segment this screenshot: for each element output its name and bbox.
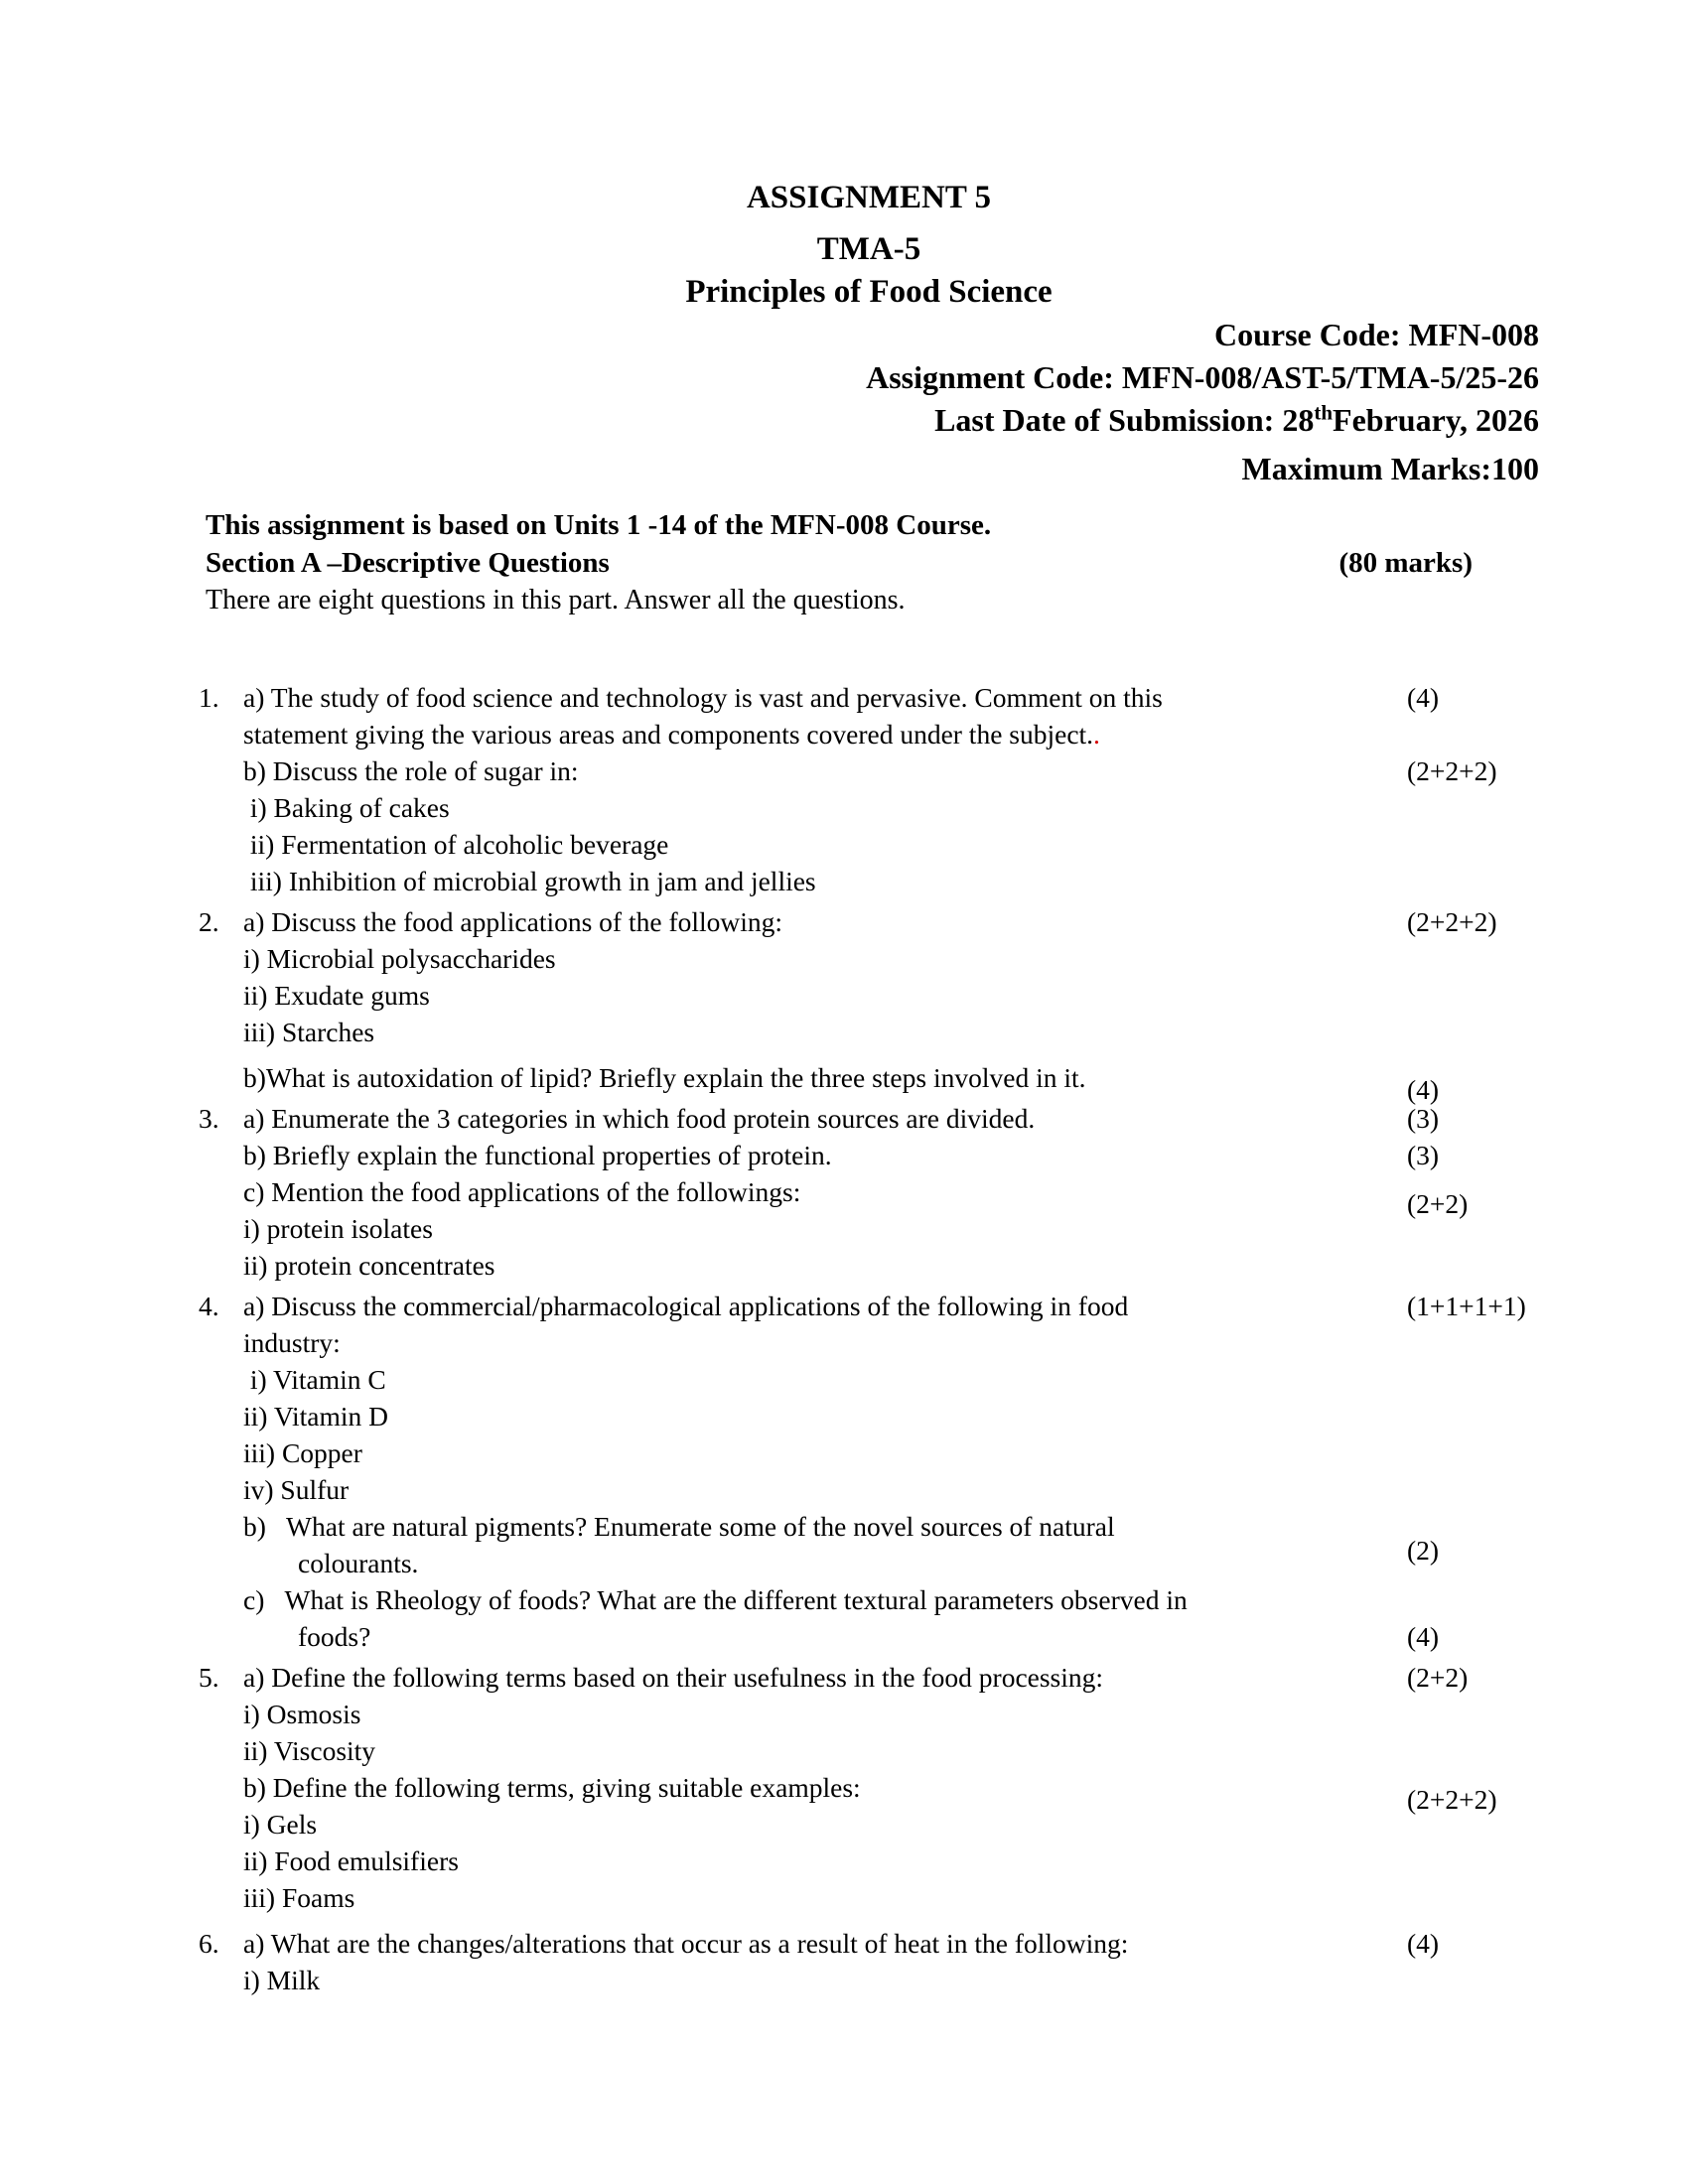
question-number (199, 1137, 243, 1173)
question-text: ii) Fermentation of alcoholic beverage (243, 829, 669, 860)
question-marks (1407, 1696, 1539, 1732)
question-marks: (4) (1407, 1621, 1440, 1652)
question-marks: (2+2+2) (1407, 906, 1497, 937)
question-text: iii) Inhibition of microbial growth in jam and jellies (243, 866, 816, 896)
question-text: i) Milk (243, 1965, 321, 1995)
question-text: b)What is autoxidation of lipid? Briefly explain the three steps involved in it. (243, 1062, 1086, 1093)
question-line (199, 1508, 1539, 1545)
question-text: a) Enumerate the 3 categories in which food protein sources are divided. (243, 1103, 1036, 1134)
question (199, 679, 1539, 899)
question-marks (1407, 789, 1539, 826)
question-line (199, 826, 1539, 863)
question-marks (1407, 1398, 1539, 1434)
question-text: iii) Foams (243, 1882, 355, 1913)
question-text: statement giving the various areas and components covered under the subject.. (243, 719, 1100, 750)
intro-block (199, 506, 1539, 619)
question-number (199, 789, 243, 826)
question-line (199, 1618, 1539, 1655)
tma-title: TMA-5 (816, 231, 921, 267)
questions-list (199, 679, 1539, 1998)
question-text: colourants. (243, 1548, 419, 1578)
question-text: i) Vitamin C (243, 1364, 386, 1395)
question-text: c) Mention the food applications of the followings: (243, 1176, 801, 1207)
question (199, 1100, 1539, 1284)
question (199, 1659, 1539, 1916)
last-date-prefix: Last Date of Submission: 28 (934, 402, 1315, 438)
question-number (199, 1210, 243, 1247)
question-marks (1407, 1361, 1539, 1398)
question-marks (1407, 1732, 1539, 1769)
question-text: industry: (243, 1327, 341, 1358)
question-text: ii) protein concentrates (243, 1250, 495, 1281)
assignment-title: ASSIGNMENT 5 (746, 180, 992, 215)
based-on-note: This assignment is based on Units 1 -14 of the MFN-008 Course. (206, 509, 992, 541)
question-text: foods? (243, 1621, 371, 1652)
question-text: iii) Starches (243, 1017, 375, 1047)
question-text: b) What are natural pigments? Enumerate some of the novel sources of natural (243, 1511, 1115, 1542)
question-line (199, 1247, 1539, 1284)
question-number (199, 752, 243, 789)
last-date-suffix: February, 2026 (1333, 402, 1539, 438)
question-text: ii) Exudate gums (243, 980, 430, 1011)
question-number (199, 977, 243, 1014)
question-text: c) What is Rheology of foods? What are the different textural parameters observed in (243, 1584, 1188, 1615)
question-line (199, 1173, 1539, 1219)
question-marks (1407, 1843, 1539, 1879)
question-marks (1407, 977, 1539, 1014)
question-marks (1407, 1014, 1539, 1050)
section-marks: (80 marks) (1338, 547, 1473, 579)
question-line (199, 1324, 1539, 1361)
question-number: 5. (199, 1662, 219, 1693)
question-line (199, 1732, 1539, 1769)
question-marks (1407, 1471, 1539, 1508)
question-number (199, 1962, 243, 1998)
question-marks: (2+2+2) (1407, 1784, 1497, 1815)
question-number: 1. (199, 682, 219, 713)
question-marks: (2) (1407, 1535, 1440, 1566)
question-number (199, 1732, 243, 1769)
question-line (199, 1962, 1539, 1998)
question-text: i) Gels (243, 1809, 318, 1840)
question-number (199, 1059, 243, 1096)
question-line (199, 716, 1539, 752)
question-text: ii) Vitamin D (243, 1401, 389, 1432)
question-marks (1407, 1879, 1539, 1916)
question (199, 1925, 1539, 1998)
section-note: There are eight questions in this part. Answer all the questions. (206, 585, 906, 615)
question-line (199, 1288, 1539, 1324)
question-number (199, 1361, 243, 1398)
question-number (199, 1696, 243, 1732)
question-text: a) What are the changes/alterations that occur as a result of heat in the following: (243, 1928, 1129, 1959)
question-number (199, 1508, 243, 1545)
question-text: i) Osmosis (243, 1699, 361, 1729)
question-marks: (2+2) (1407, 1662, 1469, 1693)
maximum-marks: Maximum Marks:100 (1241, 451, 1539, 486)
question-number (199, 1545, 243, 1581)
question-number (199, 1014, 243, 1050)
question-marks: (4) (1407, 1928, 1440, 1959)
question-text: ii) Viscosity (243, 1735, 376, 1766)
question-number (199, 940, 243, 977)
ordinal-superscript: th (1314, 400, 1334, 425)
question-text: iv) Sulfur (243, 1474, 350, 1505)
question-line (199, 1361, 1539, 1398)
question-number (199, 716, 243, 752)
question-line (199, 679, 1539, 716)
question-marks (1407, 1581, 1539, 1618)
question-marks (1407, 1324, 1539, 1361)
question-line (199, 940, 1539, 977)
question-marks (1407, 863, 1539, 899)
question-number (199, 1247, 243, 1284)
question-number (199, 1581, 243, 1618)
question-marks: (2+2) (1407, 1188, 1469, 1219)
question-marks (1407, 1962, 1539, 1998)
question-number (199, 1618, 243, 1655)
question-marks: (4) (1407, 682, 1440, 713)
question-line (199, 977, 1539, 1014)
question-text: a) Discuss the commercial/pharmacological applications of the following in food (243, 1291, 1129, 1321)
question-text: i) protein isolates (243, 1213, 433, 1244)
question-line (199, 1806, 1539, 1843)
question-line (199, 1581, 1539, 1618)
section-heading-row (206, 544, 1473, 582)
question-marks (1407, 1434, 1539, 1471)
question-line (199, 1696, 1539, 1732)
question-line (199, 1398, 1539, 1434)
question-number (199, 1806, 243, 1843)
question-number: 6. (199, 1928, 219, 1959)
question-line (199, 752, 1539, 789)
question-text: a) Define the following terms based on their usefulness in the food processing: (243, 1662, 1104, 1693)
question-text: iii) Copper (243, 1437, 362, 1468)
question-line (199, 1014, 1539, 1050)
question-text: b) Define the following terms, giving suitable examples: (243, 1772, 861, 1803)
header-meta-block (199, 314, 1539, 490)
question-number: 3. (199, 1103, 219, 1134)
question (199, 1288, 1539, 1655)
question (199, 903, 1539, 1105)
question-marks: (4) (1407, 1074, 1440, 1105)
question-marks: (3) (1407, 1103, 1440, 1134)
last-date-of-submission (199, 399, 1539, 442)
question-line (199, 1535, 1539, 1581)
course-code: Course Code: MFN-008 (1213, 317, 1539, 352)
question-line (199, 1137, 1539, 1173)
red-period: . (1093, 719, 1100, 750)
question-marks (1407, 716, 1539, 752)
question-text: a) The study of food science and technology is vast and pervasive. Comment on this (243, 682, 1163, 713)
section-heading: Section A –Descriptive Questions (206, 547, 610, 579)
question-text: ii) Food emulsifiers (243, 1845, 459, 1876)
question-number (199, 1879, 243, 1916)
question-line (199, 1059, 1539, 1105)
question-text: a) Discuss the food applications of the following: (243, 906, 783, 937)
question-marks (1407, 940, 1539, 977)
question-marks (1407, 826, 1539, 863)
question-marks (1407, 1247, 1539, 1284)
question-line (199, 1434, 1539, 1471)
question-text: b) Discuss the role of sugar in: (243, 755, 579, 786)
question-text: b) Briefly explain the functional properties of protein. (243, 1140, 832, 1170)
question-line (199, 1210, 1539, 1247)
question-line (199, 1879, 1539, 1916)
question-text: i) Baking of cakes (243, 792, 450, 823)
question-number: 4. (199, 1291, 219, 1321)
assignment-code: Assignment Code: MFN-008/AST-5/TMA-5/25-26 (866, 359, 1539, 395)
question-number (199, 863, 243, 899)
course-title: Principles of Food Science (685, 274, 1053, 310)
question-marks: (3) (1407, 1140, 1440, 1170)
question-number (199, 1471, 243, 1508)
question-number (199, 1769, 243, 1806)
question-line (199, 1769, 1539, 1815)
question-number (199, 1843, 243, 1879)
question-line (199, 1659, 1539, 1696)
question-line (199, 863, 1539, 899)
question-line (199, 1100, 1539, 1137)
question-line (199, 1471, 1539, 1508)
question-number: 2. (199, 906, 219, 937)
question-number (199, 1324, 243, 1361)
question-text: i) Microbial polysaccharides (243, 943, 556, 974)
question-number (199, 826, 243, 863)
question-number (199, 1434, 243, 1471)
question-line (199, 1925, 1539, 1962)
question-marks: (1+1+1+1) (1407, 1291, 1526, 1321)
question-line (199, 789, 1539, 826)
question-marks: (2+2+2) (1407, 755, 1497, 786)
question-number (199, 1398, 243, 1434)
question-line (199, 903, 1539, 940)
question-line (199, 1843, 1539, 1879)
question-number (199, 1173, 243, 1210)
